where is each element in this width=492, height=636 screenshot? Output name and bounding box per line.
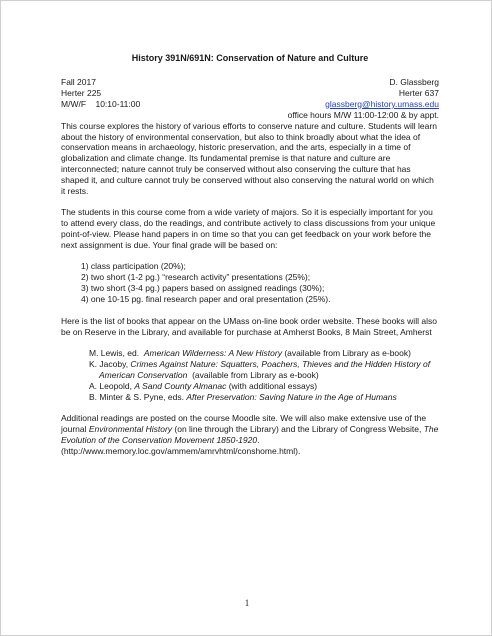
course-header: [61, 77, 439, 121]
grading-item: 4) one 10-15 pg. final research paper and oral presentation (25%).: [81, 294, 331, 305]
book-note: (with additional essays): [226, 380, 318, 391]
email-link[interactable]: glassberg@history.umass.edu: [325, 98, 439, 109]
office-hours: office hours M/W 11:00-12:00 & by appt.: [287, 109, 439, 120]
course-title: History 391N/691N: Conservation of Nature and Culture: [131, 53, 369, 63]
course-info: [61, 77, 140, 110]
instructor-name: D. Glassberg: [389, 76, 439, 87]
page-number: 1: [244, 598, 250, 608]
grading-list: [81, 261, 439, 305]
grading-item: 2) two short (1-2 pg.) “research activity” presentations (25%);: [81, 272, 311, 283]
page-body: [61, 53, 439, 467]
book-author: B. Minter & S. Pyne, eds.: [89, 391, 187, 402]
books-intro: Here is the list of books that appear on the UMass on-line book order website. These books will also be on Reserve in the Library, and available for purchase at Amherst Books, 8 Main Street, Amherst: [61, 315, 437, 337]
book-author: K. Jacoby,: [89, 359, 131, 370]
term: Fall 2017: [61, 76, 96, 87]
book-item: [89, 392, 439, 403]
book-title: After Preservation: Saving Nature in the Age of Humans: [186, 391, 397, 402]
grading-item: 1) class participation (20%);: [81, 261, 186, 272]
schedule: M/W/F 10:10-11:00: [61, 98, 141, 109]
room: Herter 225: [61, 87, 102, 98]
readings-text: Additional readings are posted on the course Moodle site. We will also make extensive use of the journal: [61, 413, 427, 434]
expectations-paragraph: The students in this course come from a wide variety of majors. So it is especially important for you to attend every class, do the readings, and contribute actively to class discussions from your unique point-of-view. Please hand papers in on time so that you can get feedback on your work before the next assignment is due. Your final grade will be based on:: [61, 207, 436, 250]
grading-item: 3) two short (3-4 pg.) papers based on assigned readings (30%);: [81, 283, 325, 294]
book-author: A. Leopold,: [89, 380, 135, 391]
book-title: American Wilderness: A New History: [143, 348, 282, 359]
readings-text: (on line through the Library) and the Library of Congress Website,: [172, 423, 424, 434]
book-item: [89, 381, 439, 392]
book-item: [89, 348, 439, 359]
journal-title: Environmental History: [88, 423, 173, 434]
book-list: [89, 348, 439, 402]
book-title: Crimes Against Nature: Squatters, Poachers, Thieves and the Hidden History of American Conservation: [99, 359, 431, 380]
book-item: [89, 359, 439, 381]
additional-readings: [61, 413, 439, 456]
instructor-info: [288, 77, 439, 121]
course-description: This course explores the history of various efforts to conserve nature and culture. Students will learn about the history of environmental conservation, but also to think broadly about what the idea of conservation means in archaeology, historic preservation, and the arts, especially in a time of globalization and climate change. Its fundamental premise is that nature and culture are interconnected; nature cannot truly be conserved without also conserving the culture that has shaped it, and culture cannot truly be conserved without also conserving the natural world on which it rests.: [61, 120, 437, 196]
book-note: (available from Library as e-book): [187, 369, 319, 380]
book-author: M. Lewis, ed.: [89, 348, 144, 359]
website-title: The Evolution of the Conservation Movement 1850-1920: [61, 423, 439, 445]
book-title: A Sand County Almanac: [134, 380, 227, 391]
office-location: Herter 637: [398, 87, 439, 98]
website-url: . (http://www.memory.loc.gov/ammem/amrvhtml/conshome.html).: [61, 434, 301, 456]
book-note: (available from Library as e-book): [281, 348, 411, 359]
